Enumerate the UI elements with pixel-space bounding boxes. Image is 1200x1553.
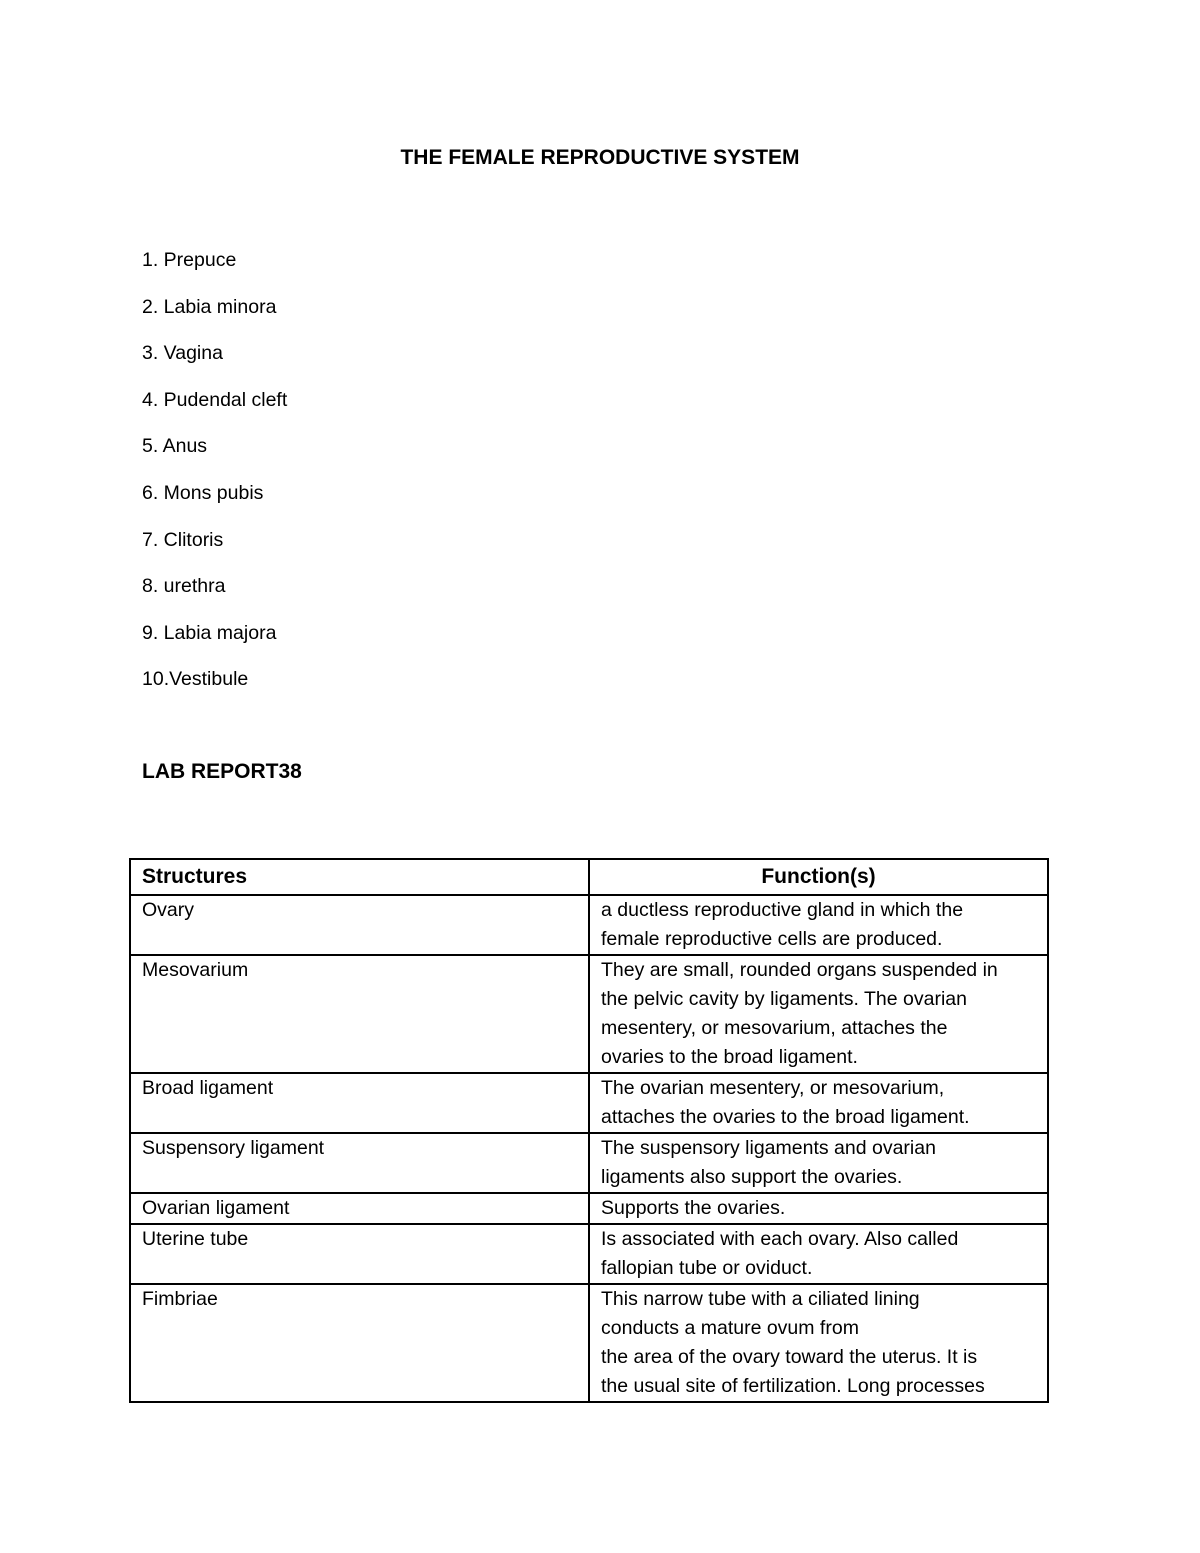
structure-cell: Ovarian ligament	[130, 1193, 589, 1224]
function-line: fallopian tube or oviduct.	[601, 1257, 813, 1279]
function-line: ligaments also support the ovaries.	[601, 1166, 903, 1188]
function-cell	[589, 955, 1048, 1073]
function-cell	[589, 1284, 1048, 1402]
function-line: conducts a mature ovum from	[601, 1317, 859, 1339]
structure-cell: Fimbriae	[130, 1284, 589, 1402]
function-line: the pelvic cavity by ligaments. The ovarian	[601, 988, 967, 1010]
list-item: 1. Prepuce	[142, 249, 237, 271]
column-header-structures: Structures	[130, 859, 589, 895]
function-line: The ovarian mesentery, or mesovarium,	[601, 1077, 945, 1099]
function-line: the area of the ovary toward the uterus. It is	[601, 1346, 978, 1368]
function-line: a ductless reproductive gland in which the	[601, 899, 964, 921]
list-item: 7. Clitoris	[142, 528, 224, 551]
function-line: Supports the ovaries.	[601, 1197, 786, 1219]
column-header-functions: Function(s)	[589, 859, 1048, 895]
function-cell	[589, 1224, 1048, 1284]
function-line: the usual site of fertilization. Long processes	[601, 1375, 985, 1397]
function-cell	[589, 1193, 1048, 1224]
list-item: 5. Anus	[142, 435, 208, 458]
table-row	[130, 955, 1048, 1073]
section-heading: LAB REPORT38	[142, 760, 302, 783]
function-line: They are small, rounded organs suspended in	[601, 959, 998, 981]
list-item: 3. Vagina	[142, 342, 223, 365]
structure-cell: Broad ligament	[130, 1073, 589, 1133]
function-line: Is associated with each ovary. Also called	[601, 1228, 959, 1250]
table-row	[130, 1224, 1048, 1284]
function-line: ovaries to the broad ligament.	[601, 1046, 858, 1068]
structure-cell: Ovary	[130, 895, 589, 955]
list-item: 2. Labia minora	[142, 295, 277, 318]
function-line: mesentery, or mesovarium, attaches the	[601, 1017, 948, 1039]
list-item: 8. urethra	[142, 575, 226, 598]
list-item: 9. Labia majora	[142, 621, 277, 644]
list-item: 10.Vestibule	[142, 668, 249, 691]
table-row	[130, 1284, 1048, 1402]
structures-table	[129, 858, 1049, 1403]
list-item: 4. Pudendal cleft	[142, 388, 288, 411]
table-row	[130, 1193, 1048, 1224]
function-line: This narrow tube with a ciliated lining	[601, 1288, 920, 1310]
function-cell	[589, 1133, 1048, 1193]
table-row	[130, 895, 1048, 955]
list-item: 6. Mons pubis	[142, 481, 264, 504]
structure-cell: Suspensory ligament	[130, 1133, 589, 1193]
function-line: attaches the ovaries to the broad ligament.	[601, 1106, 970, 1128]
structure-cell: Uterine tube	[130, 1224, 589, 1284]
function-line: The suspensory ligaments and ovarian	[601, 1137, 936, 1159]
label-list	[142, 247, 287, 713]
table-row	[130, 1133, 1048, 1193]
function-cell	[589, 895, 1048, 955]
table-header-row	[130, 859, 1048, 895]
page-title: THE FEMALE REPRODUCTIVE SYSTEM	[400, 146, 800, 169]
table-row	[130, 1073, 1048, 1133]
function-cell	[589, 1073, 1048, 1133]
structure-cell: Mesovarium	[130, 955, 589, 1073]
function-line: female reproductive cells are produced.	[601, 928, 943, 950]
